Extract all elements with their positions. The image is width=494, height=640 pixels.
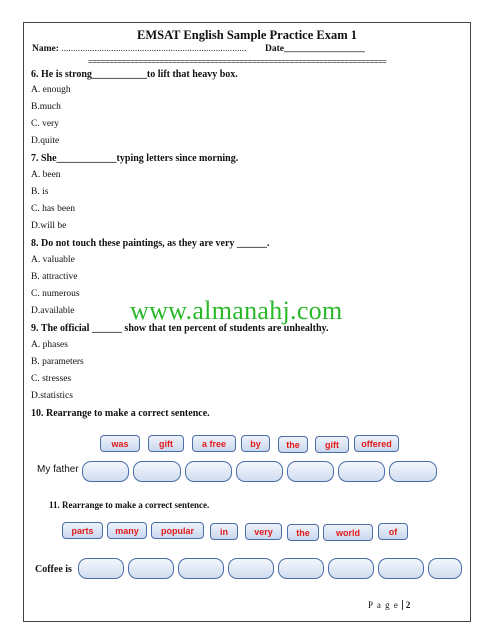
word-chip[interactable]: was bbox=[100, 435, 140, 452]
name-field[interactable] bbox=[32, 44, 247, 54]
word-chip[interactable]: in bbox=[210, 523, 238, 540]
word-chip[interactable]: parts bbox=[62, 522, 103, 539]
exam-title: EMSAT English Sample Practice Exam 1 bbox=[136, 28, 358, 42]
answer-slot[interactable] bbox=[228, 558, 274, 579]
option-8d[interactable]: D.available bbox=[31, 306, 75, 316]
answer-slot[interactable] bbox=[236, 461, 283, 482]
sentence-prefix: My father bbox=[37, 464, 79, 475]
question-11: 11. Rearrange to make a correct sentence. bbox=[49, 500, 210, 510]
sentence-prefix: Coffee is bbox=[35, 564, 72, 575]
option-8c[interactable]: C. numerous bbox=[31, 289, 80, 299]
option-6c[interactable]: C. very bbox=[31, 119, 59, 129]
answer-slot[interactable] bbox=[378, 558, 424, 579]
option-6a[interactable]: A. enough bbox=[31, 85, 71, 95]
divider: ======================================================================= bbox=[88, 58, 387, 67]
word-chip[interactable]: of bbox=[378, 523, 408, 540]
word-chip[interactable]: many bbox=[107, 522, 147, 539]
name-dots: .............................................................................. bbox=[61, 44, 247, 54]
question-8: 8. Do not touch these paintings, as they are very ______. bbox=[31, 238, 270, 249]
word-chip[interactable]: gift bbox=[315, 436, 349, 453]
option-7c[interactable]: C. has been bbox=[31, 204, 76, 214]
date-field[interactable]: Date_________________ bbox=[265, 44, 365, 54]
answer-slot[interactable] bbox=[82, 461, 129, 482]
question-7: 7. She____________typing letters since morning. bbox=[31, 153, 239, 164]
answer-slot[interactable] bbox=[78, 558, 124, 579]
name-label: Name: bbox=[32, 44, 59, 54]
option-9c[interactable]: C. stresses bbox=[31, 374, 72, 384]
word-chip[interactable]: the bbox=[287, 524, 319, 541]
option-9d[interactable]: D.statistics bbox=[31, 391, 73, 401]
word-chip[interactable]: very bbox=[245, 523, 282, 540]
answer-slot[interactable] bbox=[133, 461, 181, 482]
word-chip[interactable]: the bbox=[278, 436, 308, 453]
answer-slot[interactable] bbox=[287, 461, 334, 482]
answer-slot[interactable] bbox=[128, 558, 174, 579]
word-chip[interactable]: by bbox=[241, 435, 270, 452]
page-number: 2 bbox=[405, 600, 412, 610]
word-chip[interactable]: offered bbox=[354, 435, 399, 452]
option-9a[interactable]: A. phases bbox=[31, 340, 68, 350]
option-8a[interactable]: A. valuable bbox=[31, 255, 75, 265]
page-footer bbox=[368, 600, 411, 610]
answer-slot[interactable] bbox=[389, 461, 437, 482]
option-9b[interactable]: B. parameters bbox=[31, 357, 84, 367]
word-chip[interactable]: popular bbox=[151, 522, 204, 539]
question-10: 10. Rearrange to make a correct sentence. bbox=[31, 408, 210, 419]
word-chip[interactable]: world bbox=[323, 524, 373, 541]
word-chip[interactable]: a free bbox=[192, 435, 236, 452]
option-7d[interactable]: D.will be bbox=[31, 221, 67, 231]
word-chip[interactable]: gift bbox=[148, 435, 184, 452]
question-9: 9. The official ______ show that ten percent of students are unhealthy. bbox=[31, 323, 329, 334]
option-7b[interactable]: B. is bbox=[31, 187, 49, 197]
answer-slot[interactable] bbox=[178, 558, 224, 579]
answer-slot[interactable] bbox=[328, 558, 374, 579]
option-6d[interactable]: D.quite bbox=[31, 136, 60, 146]
watermark: www.almanahj.com bbox=[130, 296, 343, 325]
question-6: 6. He is strong___________to lift that heavy box. bbox=[31, 69, 238, 80]
answer-slot[interactable] bbox=[278, 558, 324, 579]
page-separator bbox=[402, 600, 403, 610]
page-label: P a g e bbox=[368, 600, 399, 610]
option-7a[interactable]: A. been bbox=[31, 170, 61, 180]
answer-slot[interactable] bbox=[185, 461, 232, 482]
answer-slot[interactable] bbox=[428, 558, 462, 579]
option-6b[interactable]: B.much bbox=[31, 102, 61, 112]
answer-slot[interactable] bbox=[338, 461, 385, 482]
option-8b[interactable]: B. attractive bbox=[31, 272, 78, 282]
